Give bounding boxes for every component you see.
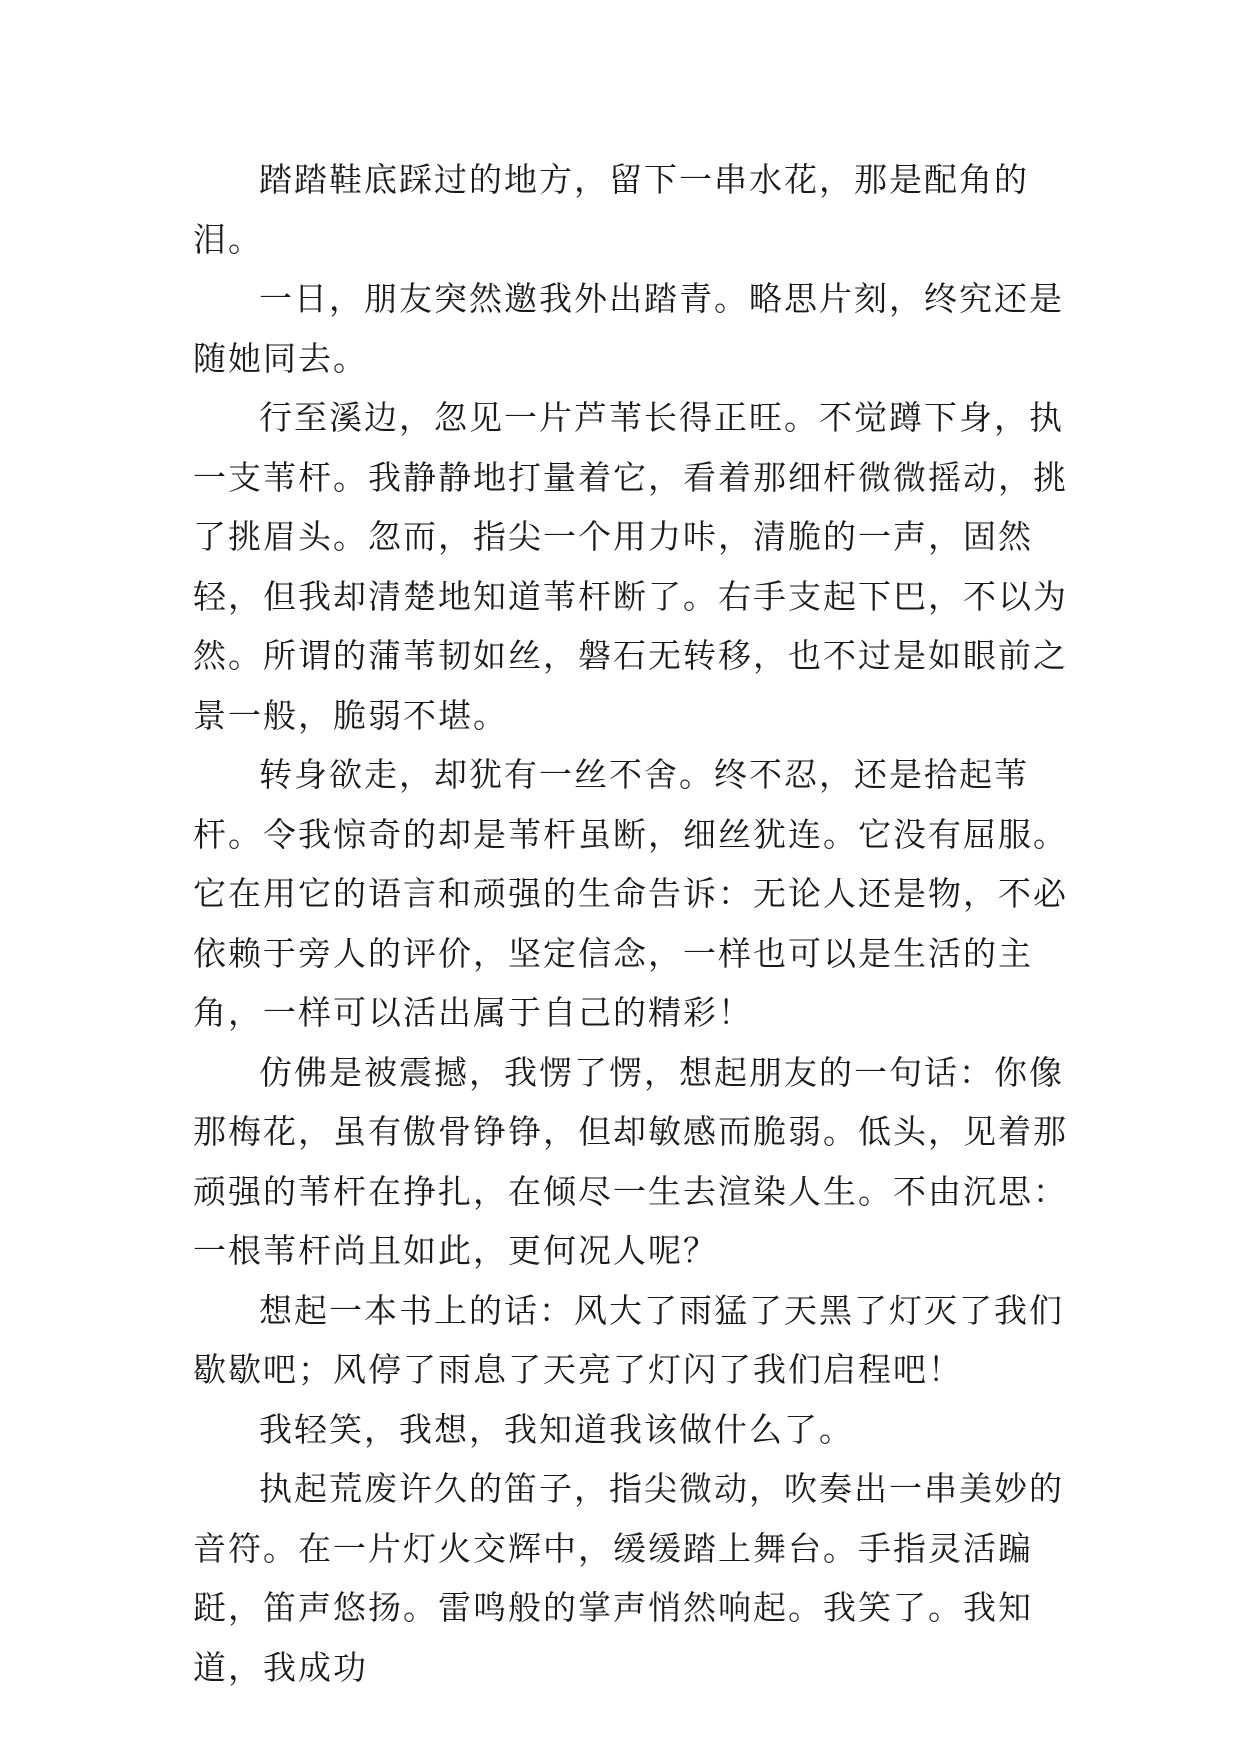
paragraph-5: 仿佛是被震撼，我愣了愣，想起朋友的一句话：你像那梅花，虽有傲骨铮铮，但却敏感而脆弱。低头，见着那顽强的苇杆在挣扎，在倾尽一生去渲染人生。不由沉思：一根苇杆尚且如此，更何况人呢？ [193,1052,1068,1270]
paragraph-2: 一日，朋友突然邀我外出踏青。略思片刻，终究还是随她同去。 [193,279,1064,378]
document-body [193,150,1073,1697]
paragraph-3: 行至溪边，忽见一片芦苇长得正旺。不觉蹲下身，执一支苇杆。我静静地打量着它，看着那细杆微微摇动，挑了挑眉头。忽而，指尖一个用力咔，清脆的一声，固然轻，但我却清楚地知道苇杆断了。右手支起下巴，不以为然。所谓的蒲苇韧如丝，磐石无转移，也不过是如眼前之景一般，脆弱不堪。 [193,398,1068,735]
paragraph-7: 我轻笑，我想，我知道我该做什么了。 [259,1409,854,1449]
paragraph-4: 转身欲走，却犹有一丝不舍。终不忍，还是拾起苇杆。令我惊奇的却是苇杆虽断，细丝犹连。它没有屈服。它在用它的语言和顽强的生命告诉：无论人还是物，不必依赖于旁人的评价，坚定信念，一样也可以是生活的主角，一样可以活出属于自己的精彩！ [193,755,1068,1032]
paragraph-8: 执起荒废许久的笛子，指尖微动，吹奏出一串美妙的音符。在一片灯火交辉中，缓缓踏上舞台。手指灵活蹁跹，笛声悠扬。雷鸣般的掌声悄然响起。我笑了。我知道，我成功 [193,1469,1064,1687]
paragraph-6: 想起一本书上的话：风大了雨猛了天黑了灯灭了我们歇歇吧；风停了雨息了天亮了灯闪了我们启程吧！ [193,1290,1064,1389]
paragraph-1: 踏踏鞋底踩过的地方，留下一串水花，那是配角的泪。 [193,160,1029,259]
